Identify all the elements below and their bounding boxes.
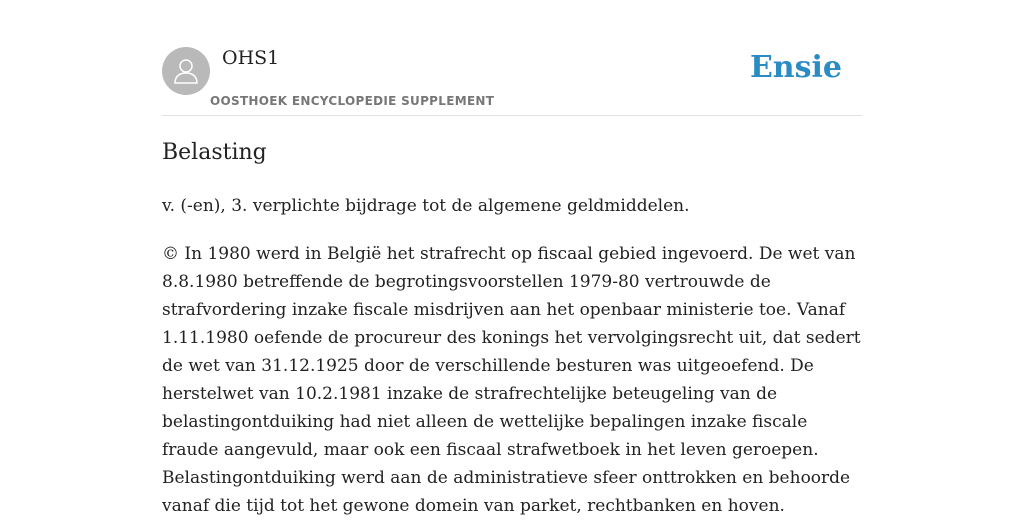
username[interactable]: OHS1 [222, 47, 280, 69]
header [162, 0, 862, 116]
ensie-logo[interactable]: Ensie [749, 50, 842, 85]
article-body: © In 1980 werd in België het strafrecht op fiscaal gebied ingevoerd. De wet van 8.8.1980 betreffende de begrotingsvoorstellen 1979-80 vertrouwde de strafvordering inzake fiscale misdrijven aan het openbaar ministerie toe. Vanaf 1.11.1980 oefende de procureur des konings het vervolgingsrecht uit, dat sedert de wet van 31.12.1925 door de verschillende besturen was uitgeoefend. De herstelwet van 10.2.1981 inzake de strafrechtelijke beteugeling van de belastingontduiking had niet alleen de wettelijke bepalingen inzake fiscale fraude aangevuld, maar ook een fiscaal strafwetboek in het leven geroepen. Belastingontduiking werd aan de administratieve sfeer onttrokken en behoorde vanaf die tijd tot het gewone domein van parket, rechtbanken en hoven. [162, 244, 861, 516]
page [162, 0, 862, 516]
article-definition: v. (-en), 3. verplichte bijdrage tot de algemene geldmiddelen. [162, 196, 690, 216]
article-title: Belasting [162, 140, 267, 165]
source-label[interactable]: OOSTHOEK ENCYCLOPEDIE SUPPLEMENT [210, 94, 495, 108]
user-icon [171, 56, 201, 86]
avatar[interactable] [162, 47, 210, 95]
